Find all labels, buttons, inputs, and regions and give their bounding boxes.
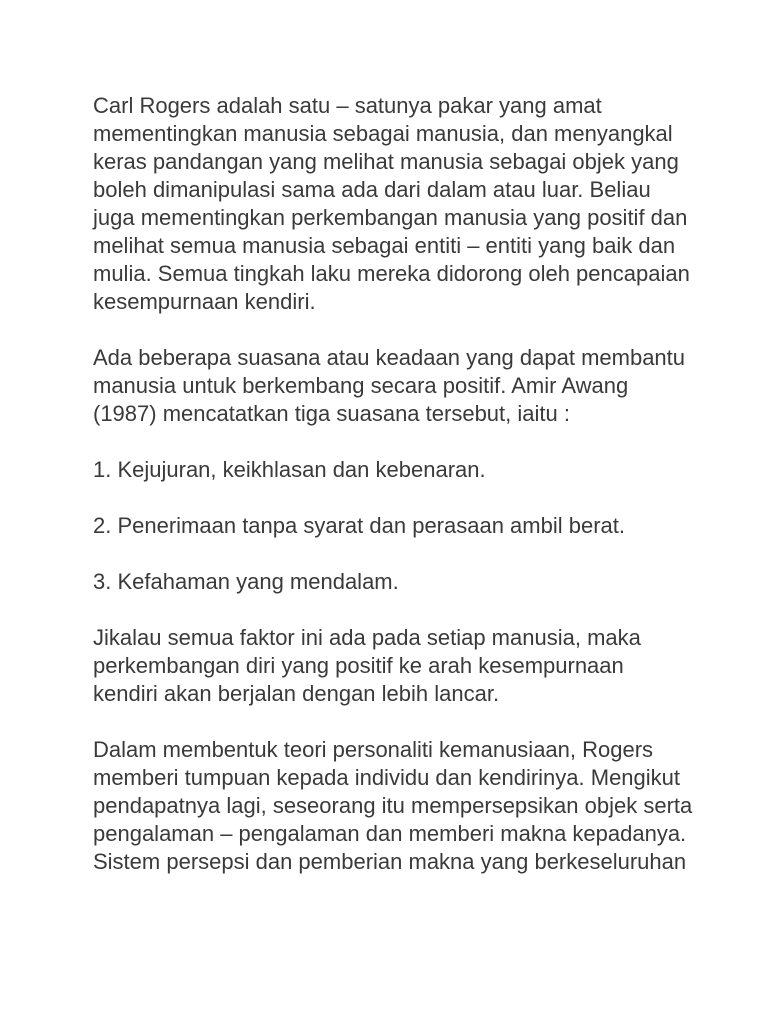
paragraph-suasana: Ada beberapa suasana atau keadaan yang dapat membantu manusia untuk berkembang secara positif. Amir Awang (1987) mencatatkan tiga suasana tersebut, iaitu : [93,345,686,426]
list-item-penerimaan: 2. Penerimaan tanpa syarat dan perasaan ambil berat. [93,513,625,538]
list-item-kefahaman: 3. Kefahaman yang mendalam. [93,569,399,594]
paragraph-carl-rogers-intro: Carl Rogers adalah satu – satunya pakar yang amat mementingkan manusia sebagai manusia, dan menyangkal keras pandangan yang melihat manusia sebagai objek yang boleh dimanipulasi sama ada dari dalam atau luar. Beliau juga mementingkan perkembangan manusia yang positif dan melihat semua manusia sebagai entiti – entiti yang baik dan mulia. Semua tingkah laku mereka didorong oleh pencapaian kesempurnaan kendiri. [93,93,690,314]
list-item-kejujuran: 1. Kejujuran, keikhlasan dan kebenaran. [93,457,486,482]
paragraph-teori-personaliti: Dalam membentuk teori personaliti kemanusiaan, Rogers memberi tumpuan kepada individu dan kendirinya. Mengikut pendapatnya lagi, seseorang itu mempersepsikan objek serta pengalaman – pengalaman dan memberi makna kepadanya. Sistem persepsi dan pemberian makna yang berkeseluruhan [93,737,693,874]
paragraph-jikalau: Jikalau semua faktor ini ada pada setiap manusia, maka perkembangan diri yang positif ke arah kesempurnaan kendiri akan berjalan dengan lebih lancar. [93,625,641,706]
document-page [93,92,693,904]
